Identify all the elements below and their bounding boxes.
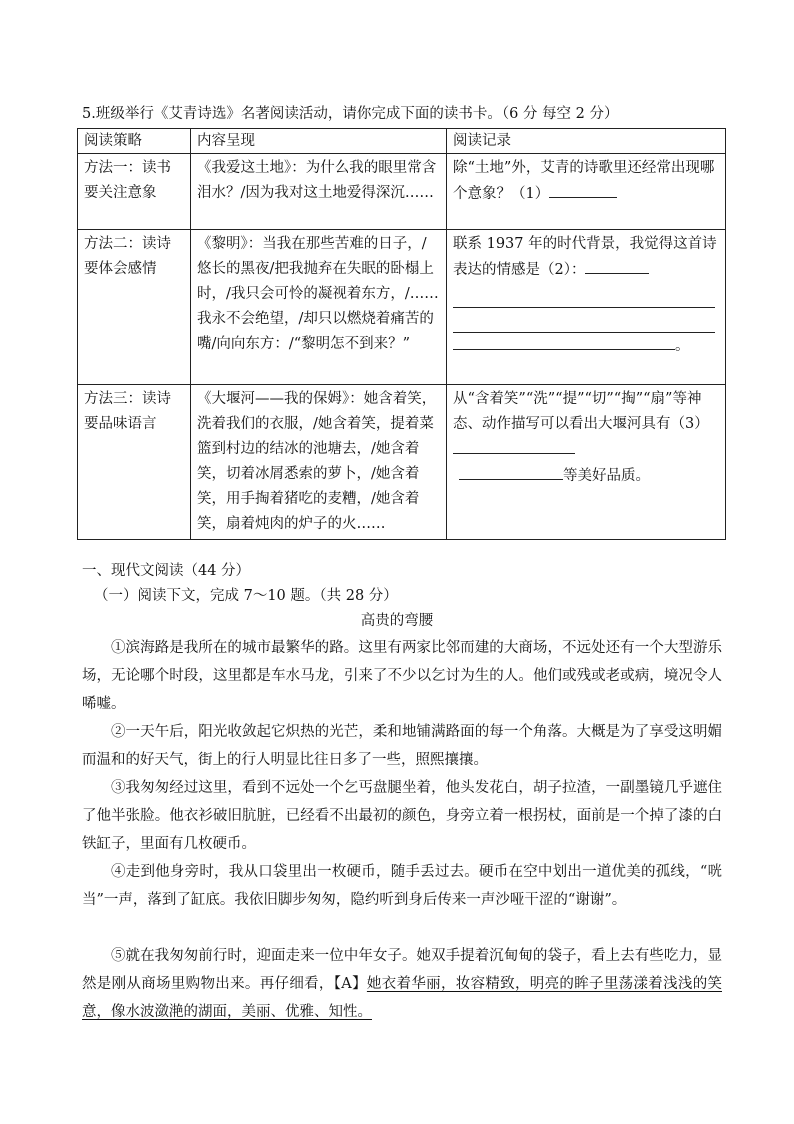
section-heading: 一、现代文阅读（44 分） <box>82 563 251 579</box>
table-row <box>78 385 726 540</box>
header-content: 内容呈现 <box>191 129 447 154</box>
record-cell <box>447 385 726 540</box>
content-cell: 《我爱这土地》：为什么我的眼里常含泪水？/因为我对这土地爱得深沉…… <box>191 154 447 230</box>
article-paragraph-1: ①滨海路是我所在的城市最繁华的路。这里有两家比邻而建的大商场，不远处还有一个大型游乐场，无论哪个时段，这里都是车水马龙，引来了不少以乞讨为生的人。他们或残或老或病，境况令人唏嘘。 <box>82 640 722 712</box>
answer-blank-2-line[interactable] <box>453 283 715 308</box>
answer-blank-3-line[interactable] <box>459 463 563 480</box>
answer-blank-2[interactable] <box>585 257 649 274</box>
content-cell: 《大堰河——我的保姆》：她含着笑，洗着我们的衣服，/她含着笑，提着菜篮到村边的结冰的池塘去，/她含着笑，切着冰屑悉索的萝卜，/她含着笑，用手掏着猪吃的麦糟，/她含着笑，扇着炖肉的炉子的火…… <box>191 385 447 540</box>
record-text: 从“含着笑”“洗”“提”“切”“掏”“扇”等神态、动作描写可以看出大堰河具有（3） <box>453 391 709 432</box>
answer-blank-2-last <box>453 333 719 359</box>
article-paragraph-3: ③我匆匆经过这里，看到不远处一个乞丐盘腿坐着，他头发花白，胡子拉渣，一副墨镜几乎遮住了他半张脸。他衣衫破旧肮脏，已经看不出最初的颜色，身旁立着一根拐杖，面前是一个掉了漆的白铁缸子，里面有几枚硬币。 <box>82 780 722 852</box>
answer-blank-1[interactable] <box>549 181 617 198</box>
answer-blank-2-line[interactable] <box>453 333 675 350</box>
paragraph-5-text: ⑤就在我匆匆前行时，迎面走来一位中年女子。她双手提着沉甸甸的袋子，看上去有些吃力，显然是刚从商场里购物出来。再仔细看， <box>82 948 722 992</box>
record-text: 除“土地”外，艾青的诗歌里还经常出现哪个意象？（1） <box>453 160 715 202</box>
record-cell <box>447 230 726 385</box>
strategy-cell: 方法三：读诗要品味语言 <box>78 385 191 540</box>
record-end: 等美好品质。 <box>563 468 650 484</box>
table-row <box>78 230 726 385</box>
article-paragraph-2: ②一天午后，阳光收敛起它炽热的光芒，柔和地铺满路面的每一个角落。大概是为了享受这明媚而温和的好天气，街上的行人明显比往日多了一些，照熙攘攘。 <box>82 724 722 768</box>
table-row <box>78 154 726 230</box>
record-cell <box>447 154 726 230</box>
article-title: 高贵的弯腰 <box>360 613 434 629</box>
underlined-sentence-a: 她衣着华丽，妆容精致，明亮的眸子里荡漾着浅浅的笑意，像水波潋滟的湖面，美丽、优雅、知性。 <box>82 976 722 1020</box>
reading-card-table <box>77 128 726 540</box>
article-paragraph-4: ④走到他身旁时，我从口袋里出一枚硬币，随手丢过去。硬币在空中划出一道优美的孤线，“咣当”一声，落到了缸底。我依旧脚步匆匆，隐约听到身后传来一声沙哑干涩的“谢谢”。 <box>82 864 722 908</box>
record-text: 联系 1937 年的时代背景，我觉得这首诗表达的情感是（2）： <box>453 236 717 278</box>
record-end: 。 <box>675 338 690 354</box>
sub-section-heading: （一）阅读下文，完成 7～10 题。（共 28 分） <box>94 588 398 604</box>
strategy-cell: 方法二：读诗要体会感情 <box>78 230 191 385</box>
table-header-row <box>78 129 726 154</box>
answer-blank-2-line[interactable] <box>453 308 715 333</box>
content-cell: 《黎明》：当我在那些苦难的日子，/悠长的黑夜/把我抛弃在失眠的卧榻上时，/我只会可怜的凝视着东方，/……我永不会绝望，/却只以燃烧着痛苦的嘴/向向东方：/“黎明怎不到来？” <box>191 230 447 385</box>
question-5-title: 5.班级举行《艾青诗选》名著阅读活动，请你完成下面的读书卡。（6 分 每空 2 分） <box>82 106 619 122</box>
answer-blank-3-last <box>453 463 719 489</box>
header-record: 阅读记录 <box>447 129 726 154</box>
article-paragraph-5 <box>82 942 722 1026</box>
marker-a: 【A】 <box>333 976 367 992</box>
strategy-cell: 方法一：读书要关注意象 <box>78 154 191 230</box>
header-strategy: 阅读策略 <box>78 129 191 154</box>
answer-blank-3[interactable] <box>453 437 575 454</box>
